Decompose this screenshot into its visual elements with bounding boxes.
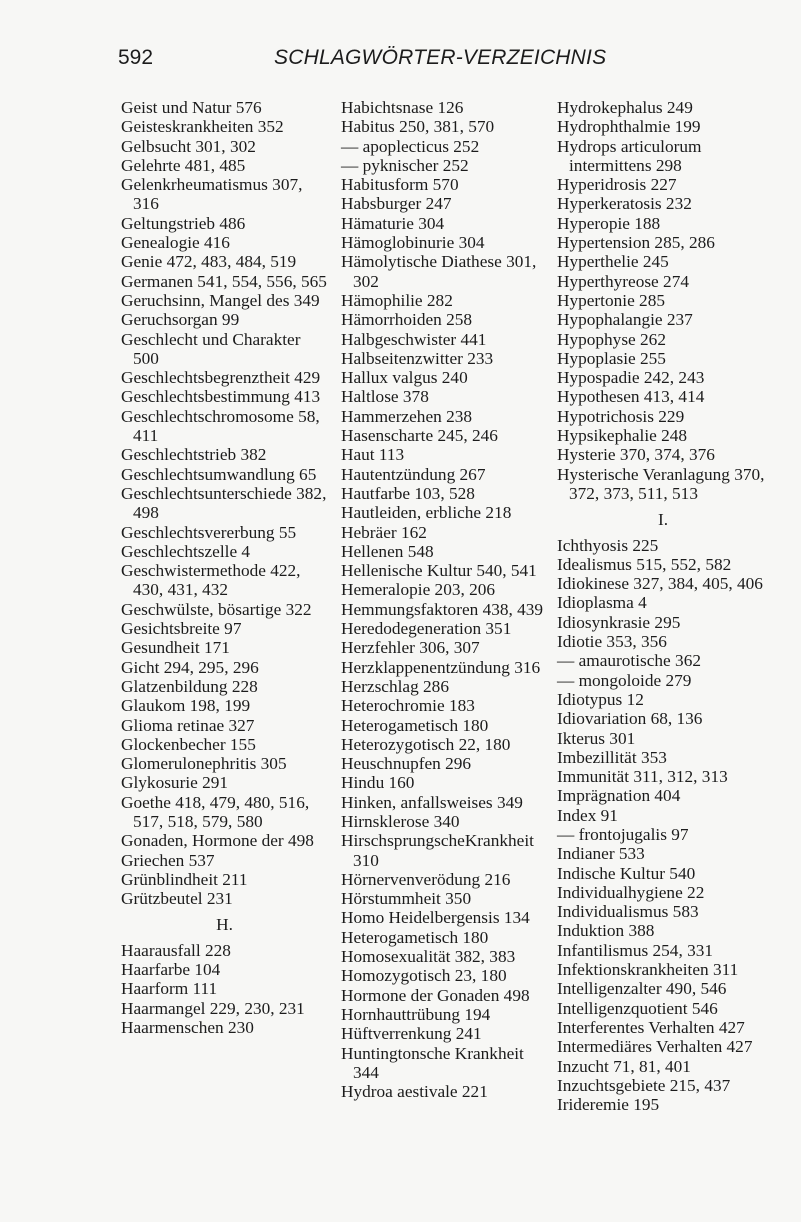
index-entry: — apoplecticus 252 — [341, 136, 480, 156]
index-entry: Geschwistermethode 422, 430, 431, 432 — [121, 561, 301, 600]
index-entry: Hörnervenverödung 216 — [341, 869, 511, 889]
index-entry: Individualhygiene 22 — [557, 882, 705, 902]
section-letter-i: I. — [657, 510, 669, 530]
index-entry: Glockenbecher 155 — [121, 734, 256, 754]
index-entry: Habitus 250, 381, 570 — [341, 117, 495, 137]
index-entry: Gelehrte 481, 485 — [121, 155, 246, 175]
index-entry: Haarmangel 229, 230, 231 — [121, 998, 305, 1018]
index-entry: Hypertonie 285 — [557, 290, 665, 310]
index-entry: — amaurotische 362 — [557, 651, 701, 671]
index-entry: Glomerulonephritis 305 — [121, 754, 287, 774]
index-entry: Hüftverrenkung 241 — [341, 1024, 482, 1044]
index-entry: Gelbsucht 301, 302 — [121, 136, 256, 156]
index-entry: Genealogie 416 — [121, 233, 230, 253]
index-entry: Individualismus 583 — [557, 902, 699, 922]
index-entry: Heredodegeneration 351 — [341, 619, 512, 639]
index-entry: Hellenische Kultur 540, 541 — [341, 561, 537, 581]
index-entry: Homozygotisch 23, 180 — [341, 966, 507, 986]
index-entry: Ikterus 301 — [557, 728, 636, 748]
index-entry: Habsburger 247 — [341, 194, 452, 214]
index-entry: Geschlechtstrieb 382 — [121, 445, 267, 465]
index-entry: Heterogametisch 180 — [341, 715, 489, 735]
entries-h-cont — [341, 98, 546, 1101]
index-entry: Geltungstrieb 486 — [121, 213, 246, 233]
index-entry: Geruchsinn, Mangel des 349 — [121, 290, 320, 310]
index-entry: Hemmungsfaktoren 438, 439 — [341, 599, 544, 619]
index-entry: Halbgeschwister 441 — [341, 329, 487, 349]
index-entry: Idiokinese 327, 384, 405, 406 — [557, 574, 763, 594]
index-entry: — frontojugalis 97 — [557, 824, 689, 844]
index-entry: Infektionskrankheiten 311 — [557, 960, 739, 980]
index-entry: Hypospadie 242, 243 — [557, 368, 705, 388]
index-entry: Geschlechtsunterschiede 382, 498 — [121, 483, 327, 523]
entries-h-end — [557, 98, 769, 503]
index-entry: Huntingtonsche Krankheit 344 — [341, 1043, 524, 1082]
index-entry: Habichtsnase 126 — [341, 98, 464, 117]
index-entry: Geist und Natur 576 — [121, 98, 262, 117]
index-entry: Immunität 311, 312, 313 — [557, 767, 728, 787]
index-entry: Geschlechtsumwandlung 65 — [121, 464, 317, 484]
page-header — [118, 46, 698, 76]
index-entry: Intermediäres Verhalten 427 — [557, 1037, 753, 1057]
index-entry: Geschwülste, bösartige 322 — [121, 599, 312, 619]
index-entry: Hyperopie 188 — [557, 213, 661, 233]
index-entry: Haltlose 378 — [341, 387, 429, 407]
index-entry: Geschlechtszelle 4 — [121, 541, 251, 561]
index-entry: Herzklappenentzündung 316 — [341, 657, 541, 677]
index-entry: Inzucht 71, 81, 401 — [557, 1056, 691, 1076]
index-entry: Homosexualität 382, 383 — [341, 947, 516, 967]
index-entry: Grützbeutel 231 — [121, 889, 233, 909]
index-entry: Haarausfall 228 — [121, 940, 231, 960]
index-entry: Hypophyse 262 — [557, 329, 666, 349]
index-entry: Indische Kultur 540 — [557, 863, 696, 883]
index-entry: Intelligenzquotient 546 — [557, 998, 718, 1018]
index-entry: Hautentzündung 267 — [341, 464, 486, 484]
index-entry: Geschlechtsbegrenztheit 429 — [121, 368, 321, 388]
index-entry: Ichthyosis 225 — [557, 535, 659, 555]
index-entry: Hinken, anfallsweises 349 — [341, 792, 523, 812]
index-entry: Hydrokephalus 249 — [557, 98, 693, 117]
index-entry: Hellenen 548 — [341, 541, 434, 561]
index-entry: Glatzenbildung 228 — [121, 676, 258, 696]
index-entry: Hebräer 162 — [341, 522, 427, 542]
index-entry: Haut 113 — [341, 445, 405, 465]
index-entry: Glioma retinae 327 — [121, 715, 255, 735]
index-entry: Hypotrichosis 229 — [557, 406, 685, 426]
index-entry: Hysterie 370, 374, 376 — [557, 445, 715, 465]
index-entry: Imprägnation 404 — [557, 786, 681, 806]
running-title: SCHLAGWÖRTER-VERZEICHNIS — [274, 46, 607, 69]
index-entry: Induktion 388 — [557, 921, 655, 941]
index-entry: Heuschnupfen 296 — [341, 754, 472, 774]
index-entry: Irideremie 195 — [557, 1095, 660, 1115]
index-entry: Geschlecht und Charakter 500 — [121, 329, 301, 368]
index-entry: Genie 472, 483, 484, 519 — [121, 252, 297, 272]
index-entry: Idiotie 353, 356 — [557, 632, 667, 652]
index-entry: Geruchsorgan 99 — [121, 310, 240, 330]
index-entry: Hydrophthalmie 199 — [557, 117, 701, 137]
index-entry: Hautleiden, erbliche 218 — [341, 503, 512, 523]
index-entry: Hindu 160 — [341, 773, 415, 793]
index-entry: Griechen 537 — [121, 850, 215, 870]
index-entry: Goethe 418, 479, 480, 516, 517, 518, 579, 580 — [121, 792, 310, 831]
index-entry: Grünblindheit 211 — [121, 869, 248, 889]
index-entry: Hydrops articulorum intermittens 298 — [557, 136, 702, 175]
index-column-3 — [557, 98, 769, 1114]
index-entry: Hämorrhoiden 258 — [341, 310, 473, 330]
index-column-1 — [121, 98, 328, 1037]
index-entry: Idiosynkrasie 295 — [557, 612, 681, 632]
index-entry: Gelenkrheumatismus 307, 316 — [121, 175, 303, 214]
index-entry: — pyknischer 252 — [341, 155, 469, 175]
index-entry: Herzschlag 286 — [341, 676, 449, 696]
index-entry: Hormone der Gonaden 498 — [341, 985, 530, 1005]
index-entry: Interferentes Verhalten 427 — [557, 1017, 745, 1037]
index-entry: Haarform 111 — [121, 979, 218, 999]
index-entry: Hypertension 285, 286 — [557, 233, 715, 253]
index-entry: Hämoglobinurie 304 — [341, 233, 485, 253]
index-entry: Geisteskrankheiten 352 — [121, 117, 284, 137]
index-entry: Hörstummheit 350 — [341, 889, 472, 909]
index-entry: Geschlechtsbestimmung 413 — [121, 387, 321, 407]
index-entry: Gonaden, Hormone der 498 — [121, 831, 314, 851]
index-entry: Gesundheit 171 — [121, 638, 230, 658]
index-entry: Hydroa aestivale 221 — [341, 1082, 488, 1102]
index-entry: Infantilismus 254, 331 — [557, 940, 714, 960]
index-entry: Hyperthelie 245 — [557, 252, 669, 272]
entries-g — [121, 98, 328, 908]
index-entry: — mongoloide 279 — [557, 670, 692, 690]
index-entry: Hämaturie 304 — [341, 213, 445, 233]
index-entry: Imbezillität 353 — [557, 747, 667, 767]
entries-i — [557, 536, 769, 1115]
index-entry: Hallux valgus 240 — [341, 368, 468, 388]
index-entry: Hypothesen 413, 414 — [557, 387, 705, 407]
index-entry: Hämophilie 282 — [341, 290, 453, 310]
index-entry: Idioplasma 4 — [557, 593, 647, 613]
index-entry: Gicht 294, 295, 296 — [121, 657, 259, 677]
index-entry: Index 91 — [557, 805, 618, 825]
index-entry: Idiotypus 12 — [557, 689, 644, 709]
index-entry: Idealismus 515, 552, 582 — [557, 554, 732, 574]
index-entry: Hammerzehen 238 — [341, 406, 472, 426]
page-number: 592 — [118, 46, 154, 69]
index-entry: Hysterische Veranlagung 370, 372, 373, 511, 513 — [557, 464, 765, 503]
index-entry: Hasenscharte 245, 246 — [341, 426, 498, 446]
index-entry: Hautfarbe 103, 528 — [341, 483, 475, 503]
index-entry: Intelligenzalter 490, 546 — [557, 979, 727, 999]
index-entry: Herzfehler 306, 307 — [341, 638, 480, 658]
index-entry: Hämolytische Diathese 301, 302 — [341, 252, 537, 291]
index-entry: Hemeralopie 203, 206 — [341, 580, 496, 600]
index-entry: Haarmenschen 230 — [121, 1017, 254, 1037]
index-entry: Hirnsklerose 340 — [341, 811, 460, 831]
index-entry: Glykosurie 291 — [121, 773, 229, 793]
index-entry: Geschlechtsvererbung 55 — [121, 522, 297, 542]
index-entry: Heterochromie 183 — [341, 696, 475, 716]
index-entry: Hyperidrosis 227 — [557, 175, 677, 195]
entries-h — [121, 941, 328, 1037]
index-entry: HirschsprungscheKrankheit 310 — [341, 831, 534, 870]
index-entry: Indianer 533 — [557, 844, 645, 864]
index-column-2 — [341, 98, 546, 1101]
index-entry: Glaukom 198, 199 — [121, 696, 251, 716]
index-entry: Hyperkeratosis 232 — [557, 194, 692, 214]
index-entry: Hypoplasie 255 — [557, 348, 666, 368]
index-entry: Heterogametisch 180 — [341, 927, 489, 947]
index-entry: Germanen 541, 554, 556, 565 — [121, 271, 327, 291]
index-entry: Hypsikephalie 248 — [557, 426, 688, 446]
index-entry: Haarfarbe 104 — [121, 960, 221, 980]
index-entry: Hornhauttrübung 194 — [341, 1004, 491, 1024]
index-entry: Idiovariation 68, 136 — [557, 709, 703, 729]
section-letter-h: H. — [216, 915, 233, 935]
index-entry: Halbseitenzwitter 233 — [341, 348, 494, 368]
index-entry: Heterozygotisch 22, 180 — [341, 734, 511, 754]
index-entry: Hyperthyreose 274 — [557, 271, 689, 291]
index-entry: Gesichtsbreite 97 — [121, 619, 242, 639]
index-entry: Habitusform 570 — [341, 175, 459, 195]
index-entry: Geschlechtschromosome 58, 411 — [121, 406, 320, 446]
index-entry: Inzuchtsgebiete 215, 437 — [557, 1075, 731, 1095]
index-entry: Hypophalangie 237 — [557, 310, 693, 330]
index-entry: Homo Heidelbergensis 134 — [341, 908, 530, 928]
